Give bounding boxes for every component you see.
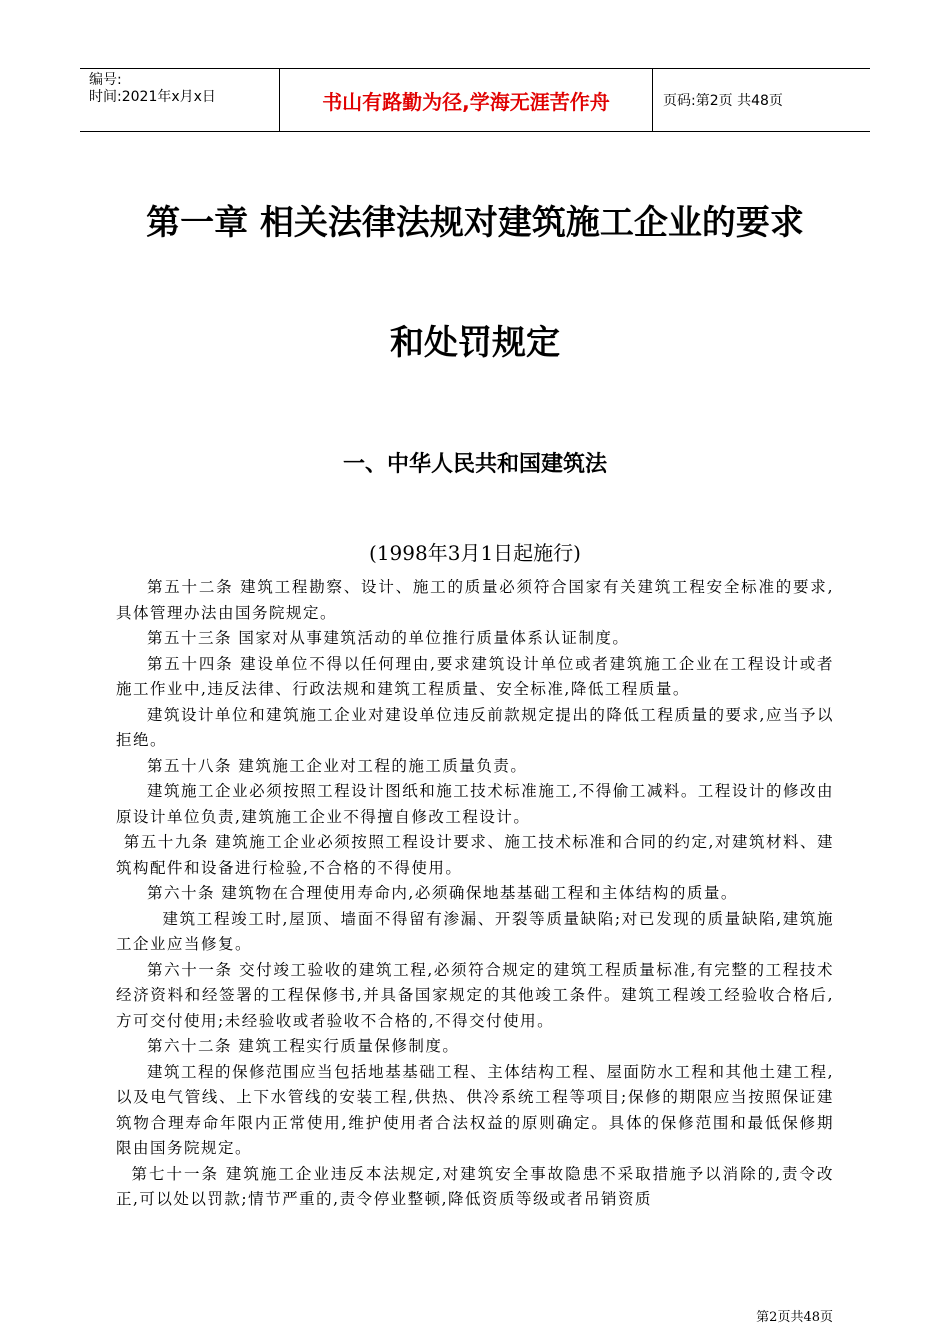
paragraph: 第六十条 建筑物在合理使用寿命内,必须确保地基基础工程和主体结构的质量。: [147, 884, 738, 902]
header-page-code: 页码:第2页 共48页: [663, 93, 783, 109]
article-body: [116, 575, 834, 1213]
document-time-label: 时间:2021年x月x日: [89, 89, 216, 105]
header-meta: [80, 69, 280, 131]
page-footer: 第2页共48页: [756, 1310, 833, 1325]
paragraph: 建筑施工企业必须按照工程设计图纸和施工技术标准施工,不得偷工减料。工程设计的修改由原设计单位负责,建筑施工企业不得擅自修改工程设计。: [116, 782, 834, 826]
chapter-title-line1: 第一章 相关法律法规对建筑施工企业的要求: [146, 203, 804, 243]
paragraph: 第五十九条 建筑施工企业必须按照工程设计要求、施工技术标准和合同的约定,对建筑材料、建筑构配件和设备进行检验,不合格的不得使用。: [116, 833, 834, 877]
paragraph: 第七十一条 建筑施工企业违反本法规定,对建筑安全事故隐患不采取措施予以消除的,责令改正,可以处以罚款;情节严重的,责令停业整顿,降低资质等级或者吊销资质: [116, 1164, 834, 1208]
section-heading: 一、中华人民共和国建筑法: [342, 452, 607, 477]
paragraph: 建筑工程竣工时,屋顶、墙面不得留有渗漏、开裂等质量缺陷;对已发现的质量缺陷,建筑施工企业应当修复。: [116, 909, 834, 953]
header-motto: 书山有路勤为径,学海无涯苦作舟: [280, 69, 653, 131]
paragraph: 第五十四条 建设单位不得以任何理由,要求建筑设计单位或者建筑施工企业在工程设计或者施工作业中,违反法律、行政法规和建筑工程质量、安全标准,降低工程质量。: [116, 654, 834, 698]
page-header: [80, 68, 870, 132]
paragraph: 第五十二条 建筑工程勘察、设计、施工的质量必须符合国家有关建筑工程安全标准的要求,具体管理办法由国务院规定。: [116, 578, 834, 622]
paragraph: 第五十三条 国家对从事建筑活动的单位推行质量体系认证制度。: [147, 629, 630, 647]
effective-date: (1998年3月1日起施行): [369, 541, 581, 565]
paragraph: 建筑设计单位和建筑施工企业对建设单位违反前款规定提出的降低工程质量的要求,应当予以拒绝。: [116, 705, 834, 749]
paragraph: 第六十一条 交付竣工验收的建筑工程,必须符合规定的建筑工程质量标准,有完整的工程技术经济资料和经签署的工程保修书,并具备国家规定的其他竣工条件。建筑工程竣工经验收合格后,方可交付使用;未经验收或者验收不合格的,不得交付使用。: [116, 960, 834, 1030]
paragraph: 第五十八条 建筑施工企业对工程的施工质量负责。: [147, 756, 528, 775]
chapter-title-line2: 和处罚规定: [390, 323, 560, 363]
paragraph: 建筑工程的保修范围应当包括地基基础工程、主体结构工程、屋面防水工程和其他土建工程,以及电气管线、上下水管线的安装工程,供热、供冷系统工程等项目;保修的期限应当按照保证建筑物合理寿命年限内正常使用,维护使用者合法权益的原则确定。具体的保修范围和最低保修期限由国务院规定。: [116, 1062, 834, 1157]
paragraph: 第六十二条 建筑工程实行质量保修制度。: [147, 1037, 460, 1055]
document-number-label: 编号:: [89, 72, 122, 88]
